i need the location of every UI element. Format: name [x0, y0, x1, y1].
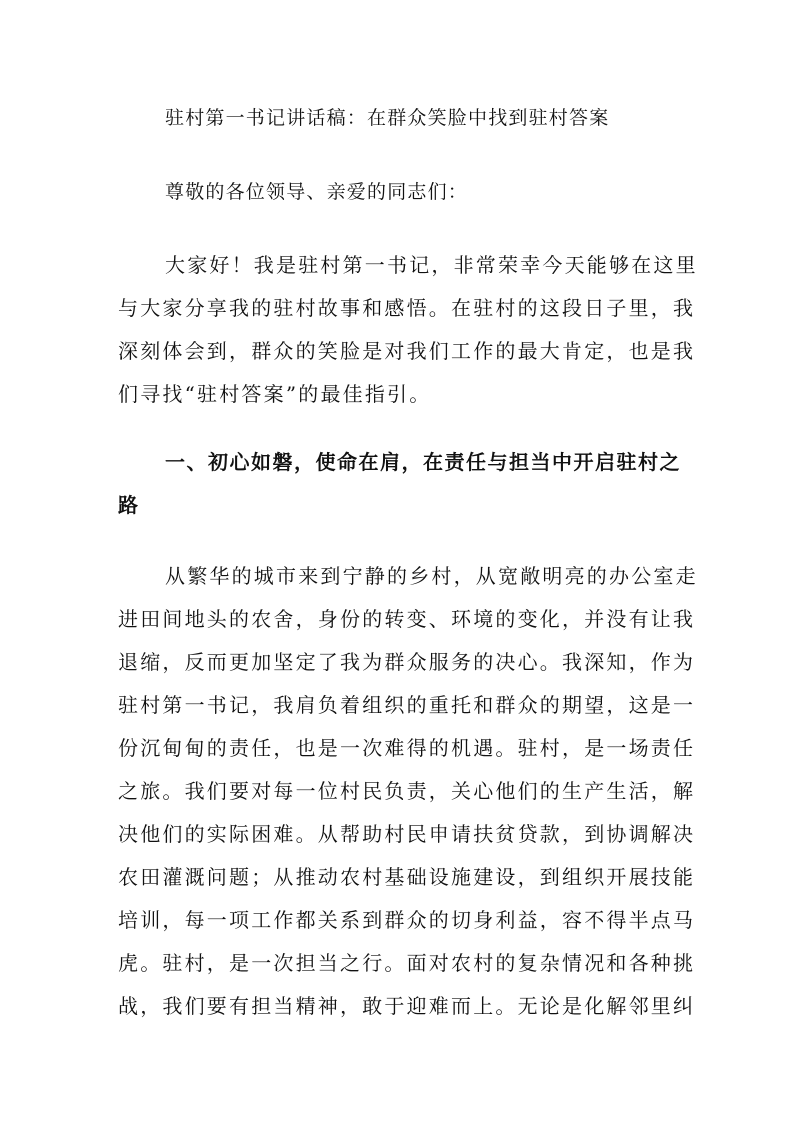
body-line: 退缩，反而更加坚定了我为群众服务的决心。我深知，作为: [118, 650, 696, 674]
body-line: 虎。驻村，是一次担当之行。面对农村的复杂情况和各种挑: [118, 951, 696, 975]
body-line: 培训，每一项工作都关系到群众的切身利益，容不得半点马: [118, 908, 696, 932]
body-line: 驻村第一书记，我肩负着组织的重托和群众的期望，这是一: [118, 693, 696, 717]
body-line: 从繁华的城市来到宁静的乡村，从宽敞明亮的办公室走: [165, 564, 698, 588]
intro-line: 与大家分享我的驻村故事和感悟。在驻村的这段日子里，我: [118, 296, 696, 320]
intro-line: 们寻找“驻村答案”的最佳指引。: [118, 382, 432, 406]
body-line: 份沉甸甸的责任，也是一次难得的机遇。驻村，是一场责任: [118, 736, 696, 760]
salutation: 尊敬的各位领导、亲爱的同志们：: [165, 181, 469, 203]
body-line: 进田间地头的农舍，身份的转变、环境的变化，并没有让我: [118, 607, 696, 631]
intro-line: 大家好！我是驻村第一书记，非常荣幸今天能够在这里: [165, 253, 698, 277]
section-heading-line: 路: [118, 493, 140, 517]
document-title: 驻村第一书记讲话稿：在群众笑脸中找到驻村答案: [165, 107, 610, 129]
body-line: 之旅。我们要对每一位村民负责，关心他们的生产生活，解: [118, 779, 696, 803]
intro-line: 深刻体会到，群众的笑脸是对我们工作的最大肯定，也是我: [118, 339, 696, 363]
body-line: 决他们的实际困难。从帮助村民申请扶贫贷款，到协调解决: [118, 822, 696, 846]
body-line: 农田灌溉问题；从推动农村基础设施建设，到组织开展技能: [118, 865, 696, 889]
section-heading-line: 一、初心如磐，使命在肩，在责任与担当中开启驻村之: [165, 450, 681, 474]
body-line: 战，我们要有担当精神，敢于迎难而上。无论是化解邻里纠: [118, 994, 696, 1018]
